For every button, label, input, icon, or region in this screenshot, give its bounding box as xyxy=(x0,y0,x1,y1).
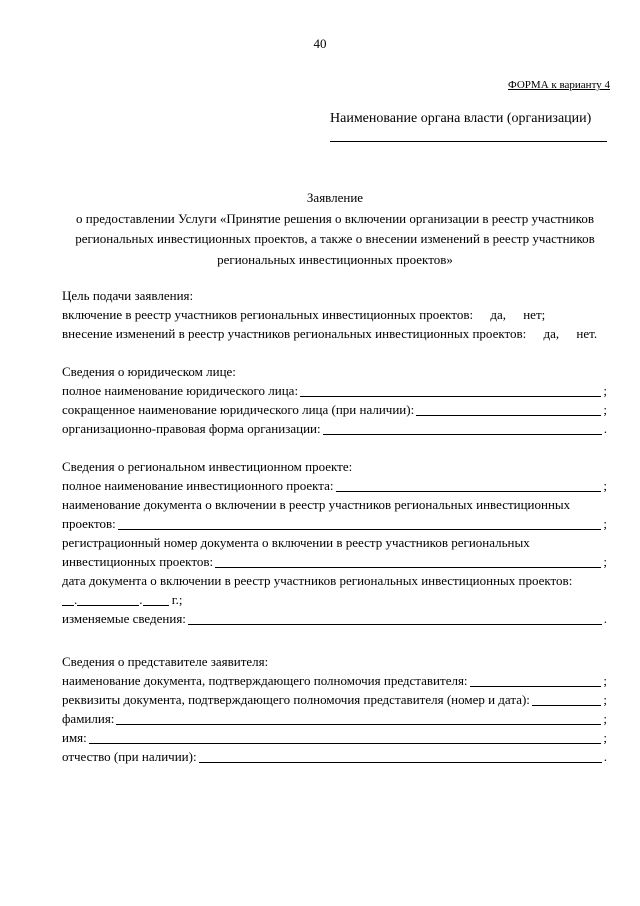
project-reg-number-field[interactable] xyxy=(215,553,601,568)
title-line-3: региональных инвестиционных проектов» xyxy=(217,251,453,267)
representative-name-row xyxy=(62,728,607,747)
representative-name-field[interactable] xyxy=(89,729,602,744)
project-doc-date-label: дата документа о включении в реестр участников региональных инвестиционных проектов: xyxy=(62,573,573,588)
row-end: ; xyxy=(603,554,607,569)
purpose-inclusion xyxy=(62,305,607,324)
representative-section xyxy=(62,652,607,766)
row-end: ; xyxy=(603,516,607,531)
project-heading: Сведения о региональном инвестиционном проекте: xyxy=(62,459,353,474)
form-label: ФОРМА к варианту 4 xyxy=(508,79,610,91)
page-number: 40 xyxy=(313,36,327,51)
row-end: ; xyxy=(603,730,607,745)
project-reg-number-label-2: инвестиционных проектов: xyxy=(62,554,214,569)
project-doc-name-field[interactable] xyxy=(118,515,602,530)
project-changes-field[interactable] xyxy=(188,610,602,625)
purpose-change-no[interactable]: нет. xyxy=(576,326,598,341)
project-doc-name-label-2: проектов: xyxy=(62,516,116,531)
project-reg-number-row xyxy=(62,552,607,571)
representative-patronymic-field[interactable] xyxy=(199,748,602,763)
date-day-field[interactable] xyxy=(62,592,74,606)
project-full-name-label: полное наименование инвестиционного проекта: xyxy=(62,478,334,493)
legal-entity-section xyxy=(62,362,607,438)
date-separator: . xyxy=(74,592,78,607)
project-changes-label: изменяемые сведения: xyxy=(62,611,186,626)
legal-entity-full-name-row xyxy=(62,381,607,400)
project-doc-name-row xyxy=(62,514,607,533)
project-doc-name-label-1: наименование документа о включении в реестр участников региональных инвестиционных xyxy=(62,497,571,512)
representative-patronymic-row xyxy=(62,747,607,766)
date-month-field[interactable] xyxy=(77,592,139,606)
legal-entity-form-row xyxy=(62,419,607,438)
representative-name-label: имя: xyxy=(62,730,87,745)
row-end: ; xyxy=(603,383,607,398)
representative-doc-name-field[interactable] xyxy=(470,672,602,687)
title-line-1: о предоставлении Услуги «Принятие решения о включении организации в реестр участников xyxy=(75,210,594,226)
representative-patronymic-label: отчество (при наличии): xyxy=(62,749,197,764)
purpose-inclusion-no[interactable]: нет; xyxy=(523,307,546,322)
row-end: ; xyxy=(603,692,607,707)
row-end: . xyxy=(603,421,607,436)
authority-input-line[interactable] xyxy=(330,141,607,142)
purpose-inclusion-yes[interactable]: да, xyxy=(490,307,506,322)
legal-entity-heading: Сведения о юридическом лице: xyxy=(62,364,236,379)
document-title xyxy=(40,188,630,270)
title-line-2: региональных инвестиционных проектов, а также о внесении изменений в реестр участников xyxy=(75,231,595,246)
representative-heading: Сведения о представителе заявителя: xyxy=(62,654,269,669)
date-separator: . xyxy=(139,592,143,607)
purpose-change-yes[interactable]: да, xyxy=(543,326,560,341)
row-end: ; xyxy=(603,402,607,417)
row-end: . xyxy=(603,749,607,764)
project-full-name-row xyxy=(62,476,607,495)
row-end: ; xyxy=(603,711,607,726)
legal-entity-full-name-label: полное наименование юридического лица: xyxy=(62,383,299,398)
representative-doc-details-field[interactable] xyxy=(532,691,601,706)
legal-entity-form-field[interactable] xyxy=(323,420,602,435)
representative-doc-name-row xyxy=(62,671,607,690)
representative-surname-label: фамилия: xyxy=(62,711,115,726)
project-changes-row xyxy=(62,609,607,628)
representative-surname-row xyxy=(62,709,607,728)
project-section xyxy=(62,457,607,628)
purpose-heading: Цель подачи заявления: xyxy=(62,288,194,303)
row-end: . xyxy=(603,611,607,626)
legal-entity-short-name-label: сокращенное наименование юридического лица (при наличии): xyxy=(62,402,415,417)
representative-doc-details-row xyxy=(62,690,607,709)
legal-entity-short-name-row xyxy=(62,400,607,419)
purpose-change-label: внесение изменений в реестр участников региональных инвестиционных проектов: xyxy=(62,326,527,341)
purpose-change xyxy=(62,324,607,343)
row-end: ; xyxy=(603,478,607,493)
row-end: ; xyxy=(603,673,607,688)
legal-entity-full-name-field[interactable] xyxy=(300,382,601,397)
title-heading: Заявление xyxy=(306,190,364,205)
purpose-section xyxy=(62,286,607,343)
legal-entity-form-label: организационно-правовая форма организации: xyxy=(62,421,321,436)
date-suffix: г.; xyxy=(171,592,183,607)
representative-doc-details-label: реквизиты документа, подтверждающего полномочия представителя (номер и дата): xyxy=(62,692,530,707)
date-year-field[interactable] xyxy=(143,592,169,606)
project-doc-date-row xyxy=(62,590,607,609)
legal-entity-short-name-field[interactable] xyxy=(416,401,601,416)
representative-doc-name-label: наименование документа, подтверждающего полномочия представителя: xyxy=(62,673,468,688)
representative-surname-field[interactable] xyxy=(116,710,601,725)
project-full-name-field[interactable] xyxy=(336,477,602,492)
purpose-inclusion-label: включение в реестр участников региональных инвестиционных проектов: xyxy=(62,307,474,322)
project-reg-number-label-1: регистрационный номер документа о включении в реестр участников региональных xyxy=(62,535,530,550)
authority-label: Наименование органа власти (организации) xyxy=(330,111,592,126)
